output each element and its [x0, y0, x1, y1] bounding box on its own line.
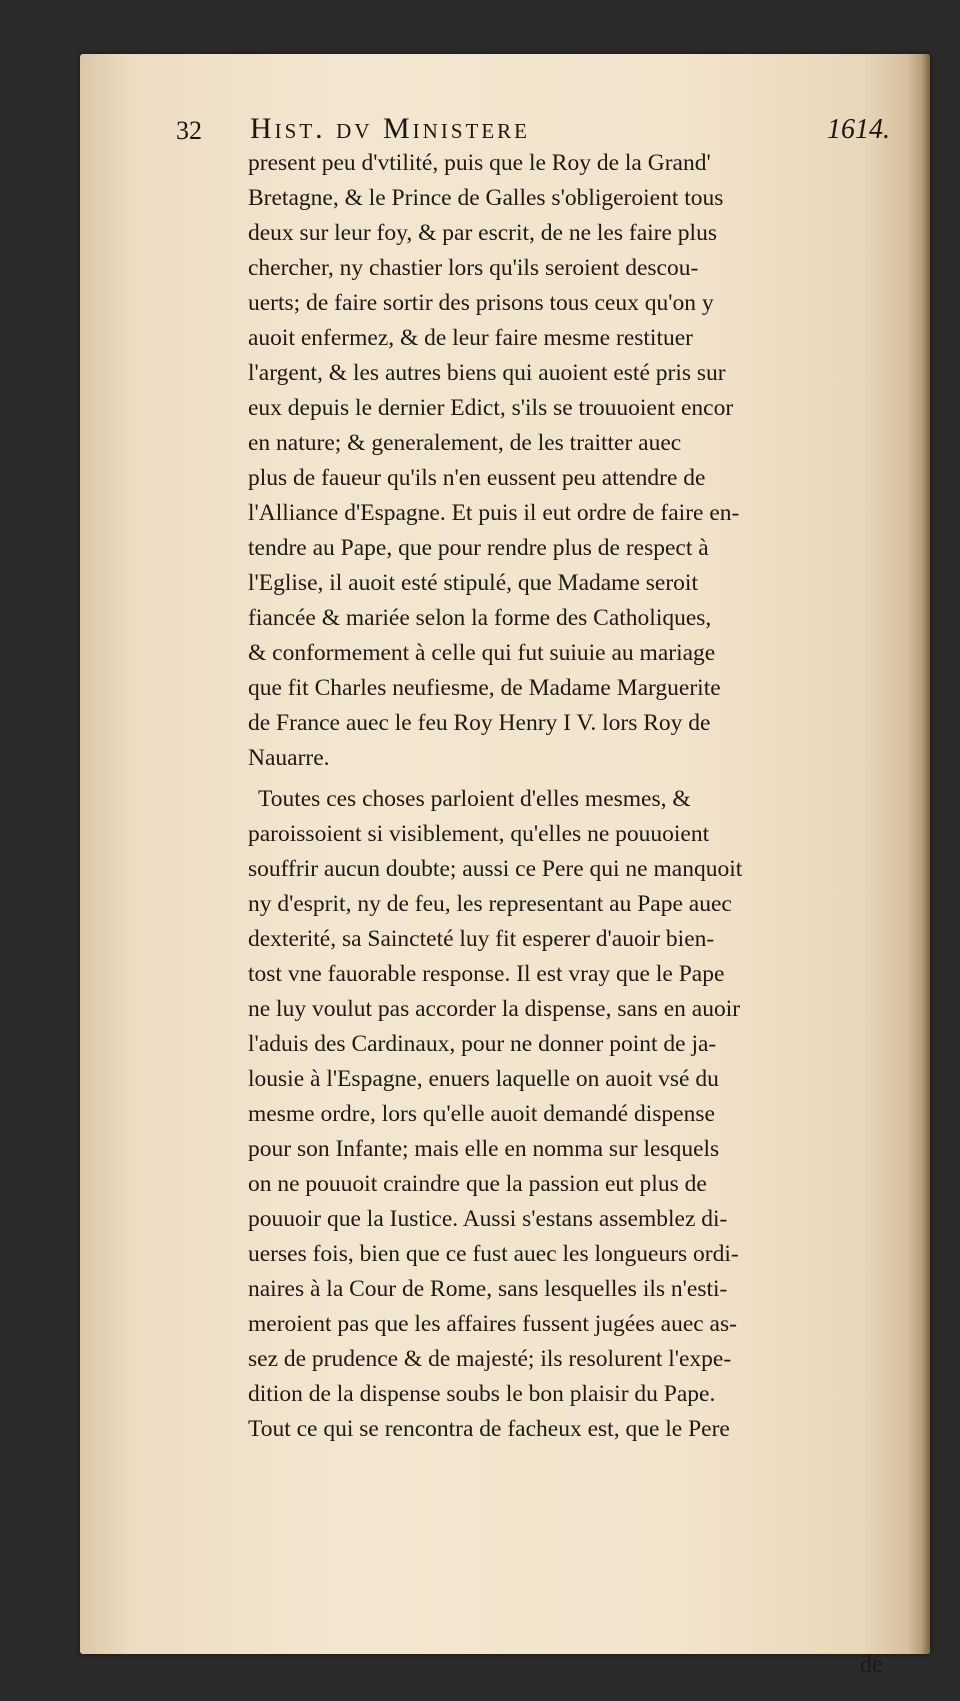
running-year: 1614. [827, 114, 890, 145]
text-line: Tout ce qui se rencontra de facheux est, que le Pere [248, 1416, 730, 1442]
text-line: chercher, ny chastier lors qu'ils seroient descou- [248, 255, 699, 281]
text-line: eux depuis le dernier Edict, s'ils se trouuoient encor [248, 395, 734, 421]
text-line: lousie à l'Espagne, enuers laquelle on auoit vsé du [248, 1066, 719, 1092]
text-line: ne luy voulut pas accorder la dispense, sans en auoir [248, 996, 741, 1022]
text-line: fiancée & mariée selon la forme des Catholiques, [248, 605, 712, 631]
page-edge-shadow [908, 54, 930, 1654]
text-line: & conformement à celle qui fut suiuie au mariage [248, 640, 716, 666]
text-line: tost vne fauorable response. Il est vray que le Pape [248, 961, 725, 987]
text-line: sez de prudence & de majesté; ils resolurent l'expe- [248, 1346, 732, 1372]
text-line: meroient pas que les affaires fussent jugées auec as- [248, 1311, 737, 1337]
text-line: mesme ordre, lors qu'elle auoit demandé dispense [248, 1101, 715, 1127]
text-line: dexterité, sa Saincteté luy fit esperer d'auoir bien- [248, 926, 715, 952]
text-line: uerts; de faire sortir des prisons tous ceux qu'on y [248, 290, 714, 316]
text-line: l'argent, & les autres biens qui auoient esté pris sur [248, 360, 726, 386]
text-line: naires à la Cour de Rome, sans lesquelles ils n'esti- [248, 1276, 728, 1302]
running-title: Hist. dv Ministere [250, 112, 530, 145]
text-line: en nature; & generalement, de les traitter auec [248, 430, 682, 456]
paragraph [248, 146, 896, 776]
text-line: de France auec le feu Roy Henry I V. lors Roy de [248, 710, 711, 736]
text-line: Toutes ces choses parloient d'elles mesmes, & [258, 786, 691, 812]
text-line: Nauarre. [248, 745, 330, 771]
body-text [248, 146, 896, 1447]
text-line: pouuoir que la Iustice. Aussi s'estans assemblez di- [248, 1206, 728, 1232]
text-line: l'Eglise, il auoit esté stipulé, que Madame seroit [248, 570, 698, 596]
page-number: 32 [176, 116, 202, 145]
text-line: present peu d'vtilité, puis que le Roy de la Grand' [248, 150, 711, 176]
text-line: paroissoient si visiblement, qu'elles ne pouuoient [248, 821, 710, 847]
text-line: deux sur leur foy, & par escrit, de ne les faire plus [248, 220, 717, 246]
paragraph [248, 782, 896, 1447]
text-line: l'Alliance d'Espagne. Et puis il eut ordre de faire en- [248, 500, 740, 526]
text-line: l'aduis des Cardinaux, pour ne donner point de ja- [248, 1031, 717, 1057]
catchword: de [860, 1652, 883, 1678]
text-line: tendre au Pape, que pour rendre plus de respect à [248, 535, 709, 561]
text-line: uerses fois, bien que ce fust auec les longueurs ordi- [248, 1241, 739, 1267]
text-line: ny d'esprit, ny de feu, les representant au Pape auec [248, 891, 732, 917]
text-line: pour son Infante; mais elle en nomma sur lesquels [248, 1136, 720, 1162]
text-line: auoit enfermez, & de leur faire mesme restituer [248, 325, 693, 351]
text-line: dition de la dispense soubs le bon plaisir du Pape. [248, 1381, 716, 1407]
text-line: souffrir aucun doubte; aussi ce Pere qui ne manquoit [248, 856, 743, 882]
text-line: on ne pouuoit craindre que la passion eut plus de [248, 1171, 707, 1197]
text-line: que fit Charles neufiesme, de Madame Marguerite [248, 675, 721, 701]
text-line: Bretagne, & le Prince de Galles s'obligeroient tous [248, 185, 724, 211]
text-line: plus de faueur qu'ils n'en eussent peu attendre de [248, 465, 706, 491]
